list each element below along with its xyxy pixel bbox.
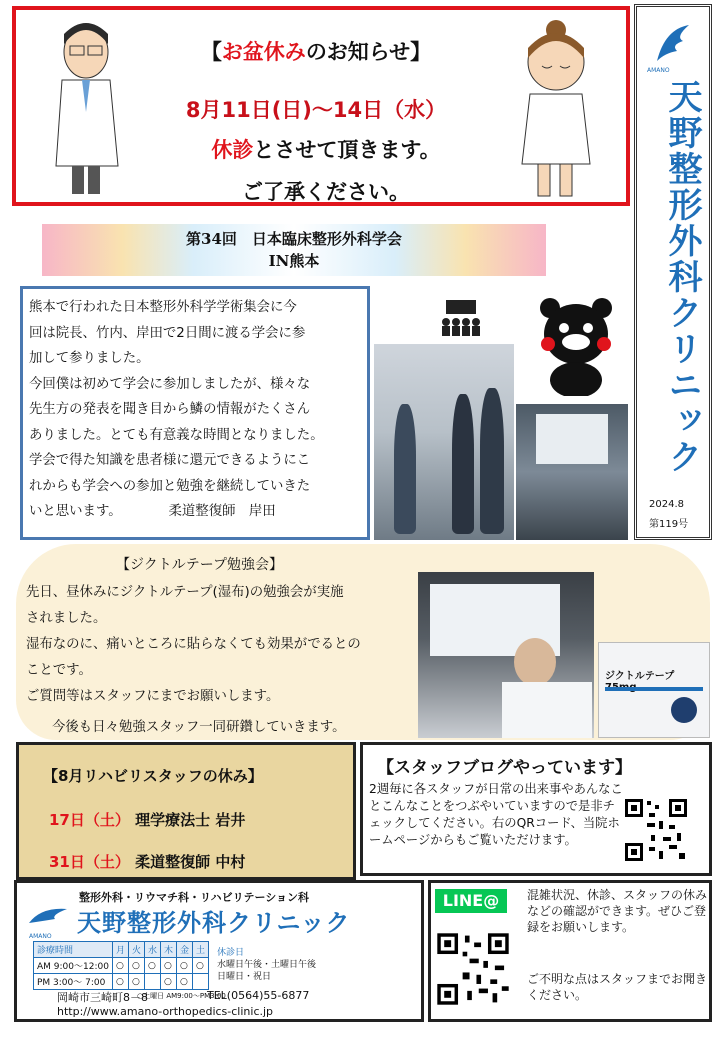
issue-number: 第119号 (649, 519, 689, 530)
report-line: 加して参りました。 (29, 351, 150, 366)
notice-title: 【お盆休みのお知らせ】 (200, 40, 432, 64)
conference-report (20, 286, 370, 540)
blog-heading: 【スタッフブログやっています】 (377, 758, 632, 778)
report-line: ありました。とても有意義な時間となりました。 (29, 427, 324, 443)
ziktor-line: されました。 (26, 611, 107, 626)
rehab-row: 31日（土） 柔道整復師 中村 (49, 853, 246, 871)
closed-days-label: 休診日 (217, 948, 245, 958)
issue-date: 2024.8 (649, 499, 684, 510)
ziktor-heading: 【ジクトルテープ勉強会】 (116, 557, 284, 573)
report-line: れからも学会への参加と勉強を継続していきた (29, 478, 311, 494)
day-header: 火 (128, 942, 144, 958)
study-session-photo (418, 572, 594, 738)
clinic-title-vertical: 天野整形外科クリニック (662, 79, 702, 475)
report-line: いと思います。 柔道整復師 岸田 (29, 504, 276, 519)
departments: 整形外科・リウマチ科・リハビリテーション科 (79, 891, 310, 904)
wing-logo-icon (653, 21, 693, 67)
lecture-icon (436, 298, 486, 338)
acknowledgement: ご了承ください。 (242, 180, 410, 204)
day-header: 水 (144, 942, 160, 958)
report-line: 先生方の発表を聞き目から鱗の情報がたくさん (29, 402, 311, 417)
report-line: 学会で得た知識を患者様に還元できるようにこ (29, 453, 311, 468)
clinic-phone[interactable]: TEL(0564)55-6877 (207, 989, 310, 1002)
closed-text: 休診とさせて頂きます。 (211, 138, 441, 162)
lecture-hall-photo (516, 404, 628, 540)
hours-table: 診療時間 月 火 水 木 金 土 AM 9:00～12:00 ○ ○ ○ ○ ○ ○ PM 3:00～ 7:00 ○ ○ ○ ○ (33, 941, 209, 990)
closed-days-2: 日曜日・祝日 (217, 972, 272, 982)
pm-hours: PM 3:00～ 7:00 (34, 974, 113, 990)
line-badge: LINE@ (435, 889, 507, 913)
hours-label: 診療時間 (34, 942, 113, 958)
amano-logo-icon (27, 903, 69, 937)
clinic-url[interactable]: http://www.amano-orthopedics-clinic.jp (57, 1005, 274, 1018)
clinic-name: 天野整形外科クリニック (77, 909, 351, 937)
rehab-row: 17日（土） 理学療法士 岩井 (49, 811, 246, 829)
blog-qr-code-icon[interactable] (623, 797, 689, 863)
clinic-address: 岡崎市三崎町8－8 (57, 991, 148, 1004)
blog-text: 2週毎に各スタッフが日常の出来事やあんなことこんなことをつぶやいていますので是非チェックしてください。右のQRコード、当院ホームページからもご覧いただけます。 (369, 782, 623, 847)
day-header: 木 (160, 942, 176, 958)
staff-blog (360, 742, 712, 876)
doctor-illustration (42, 16, 132, 202)
clinic-info-card (14, 880, 424, 1022)
ziktor-line: ご質問等はスタッフにまでお願いします。 (26, 689, 280, 704)
saturday-note: ○土曜日 AM9:00～PM3:00 (137, 992, 226, 1000)
rehab-heading: 【8月リハビリスタッフの休み】 (43, 767, 263, 785)
ziktor-line: ことです。 (26, 663, 92, 678)
conference-title: 第34回 日本臨床整形外科学会 (186, 230, 402, 248)
holiday-notice (12, 6, 630, 206)
conference-banner (42, 224, 546, 276)
ziktor-line: 先日、昼休みにジクトルテープ(湿布)の勉強会が実施 (26, 585, 344, 600)
logo-text: AMANO (29, 933, 52, 940)
holiday-dates: 8月11日(日)～14日（水） (185, 98, 447, 122)
line-contact-text: ご不明な点はスタッフまでお聞きください。 (527, 972, 708, 1002)
kumamon-illustration (536, 296, 616, 396)
report-line: 回は院長、竹内、岸田で2日間に渡る学会に参 (29, 325, 306, 341)
conference-location: IN熊本 (268, 252, 320, 270)
ziktor-line: 湿布なのに、痛いところに貼らなくても効果がでるとの (26, 637, 361, 652)
package-label: ジクトルテープ (605, 671, 675, 682)
ziktor-closing: 今後も日々勉強スタッフ一同研鑽していきます。 (52, 720, 346, 735)
line-qr-code-icon[interactable] (435, 931, 511, 1007)
conference-photo (374, 344, 514, 540)
side-banner (634, 4, 712, 540)
day-header: 月 (112, 942, 128, 958)
ziktor-body (26, 580, 406, 710)
report-line: 熊本で行われた日本整形外科学学術集会に今 (29, 300, 297, 315)
day-header: 金 (177, 942, 193, 958)
report-line: 今回僕は初めて学会に参加しましたが、様々な (29, 376, 311, 392)
closed-days-1: 水曜日午後・土曜日午後 (217, 960, 317, 970)
rehab-staff-holidays (16, 742, 356, 880)
brand-text: AMANO (647, 67, 670, 74)
nurse-illustration (504, 14, 604, 204)
line-info-text: 混雑状況、休診、スタッフの休みなどの確認ができます。ぜひご登録をお願いします。 (527, 888, 708, 934)
ziktor-package (598, 642, 710, 738)
day-header: 土 (193, 942, 209, 958)
am-hours: AM 9:00～12:00 (34, 958, 113, 974)
line-section (428, 880, 712, 1022)
